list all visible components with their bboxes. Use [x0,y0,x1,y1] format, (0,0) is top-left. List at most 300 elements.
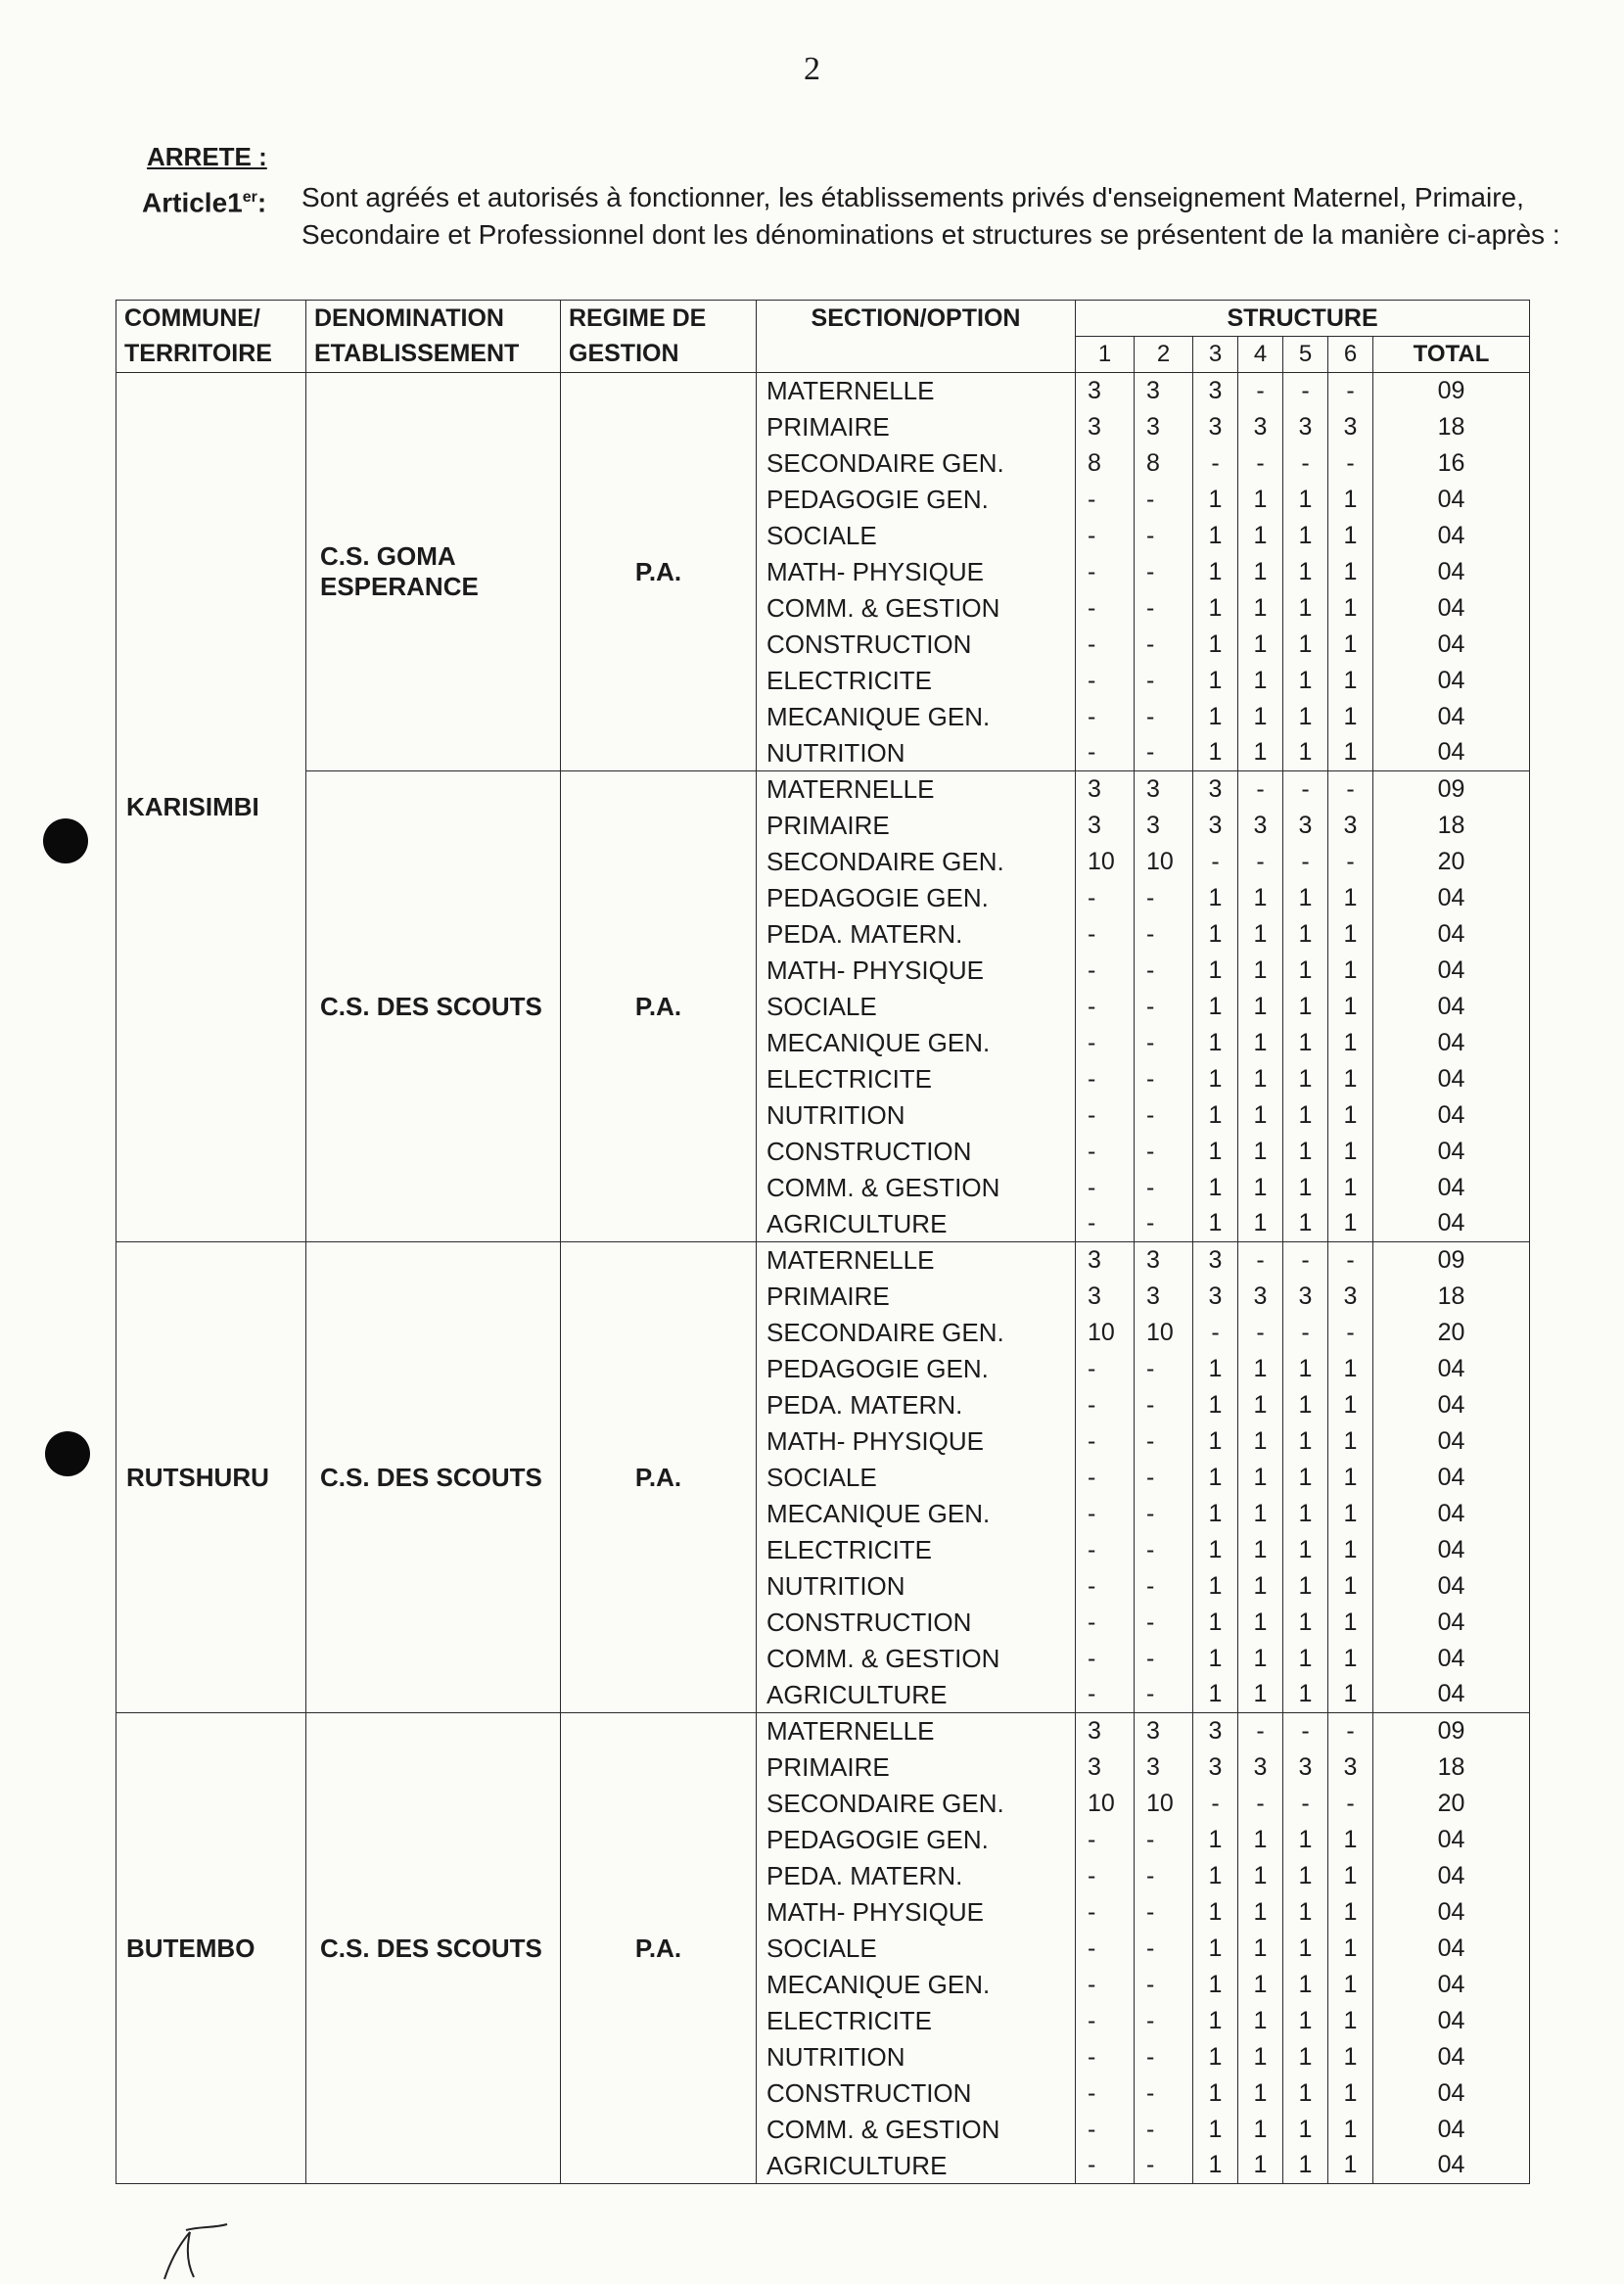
total-cell: 04 [1373,518,1530,554]
level-3-cell: 3 [1193,1749,1238,1786]
level-5-cell: - [1283,1242,1328,1279]
regime-cell: P.A. [561,1713,757,2184]
total-cell: 04 [1373,1170,1530,1206]
level-5-cell: 1 [1283,2039,1328,2075]
level-1-cell: - [1076,1351,1135,1387]
total-cell: 04 [1373,1605,1530,1641]
section-option-cell: MATH- PHYSIQUE [757,1894,1076,1931]
level-1-cell: - [1076,2075,1135,2112]
level-3-cell: 1 [1193,1206,1238,1242]
level-4-cell: - [1238,771,1283,808]
article-text: Sont agréés et autorisés à fonctionner, les établissements privés d'enseignement Maternel, Primaire, Secondaire et Professionnel dont les dénominations et structures se présentent de la manière ci-après : [302,182,1560,250]
section-option-cell: CONSTRUCTION [757,627,1076,663]
section-option-cell: MECANIQUE GEN. [757,1025,1076,1061]
section-option-cell: SOCIALE [757,518,1076,554]
section-option-cell: ELECTRICITE [757,1061,1076,1097]
header-section: SECTION/OPTION [757,301,1076,373]
total-cell: 04 [1373,880,1530,916]
total-cell: 04 [1373,953,1530,989]
total-cell: 18 [1373,1279,1530,1315]
level-6-cell: 1 [1328,1605,1373,1641]
level-1-cell: - [1076,482,1135,518]
level-3-cell: 1 [1193,2148,1238,2184]
level-2-cell: - [1135,880,1193,916]
level-2-cell: 3 [1135,409,1193,445]
level-1-cell: - [1076,1641,1135,1677]
level-5-cell: 3 [1283,409,1328,445]
level-4-cell: 1 [1238,953,1283,989]
level-6-cell: 1 [1328,1496,1373,1532]
total-cell: 04 [1373,2003,1530,2039]
level-2-cell: - [1135,1677,1193,1713]
level-6-cell: 1 [1328,590,1373,627]
level-2-cell: - [1135,1061,1193,1097]
level-4-cell: 1 [1238,2003,1283,2039]
level-6-cell: 3 [1328,1749,1373,1786]
total-cell: 18 [1373,808,1530,844]
level-3-cell: 1 [1193,482,1238,518]
level-1-cell: 10 [1076,1315,1135,1351]
section-option-cell: CONSTRUCTION [757,1605,1076,1641]
level-6-cell: 1 [1328,2112,1373,2148]
section-option-cell: MATERNELLE [757,771,1076,808]
level-2-cell: - [1135,1206,1193,1242]
level-1-cell: - [1076,1967,1135,2003]
level-4-cell: - [1238,844,1283,880]
level-1-cell: - [1076,735,1135,771]
level-1-cell: - [1076,880,1135,916]
level-2-cell: - [1135,699,1193,735]
level-2-cell: 10 [1135,1315,1193,1351]
level-5-cell: 1 [1283,1097,1328,1134]
level-3-cell: 1 [1193,1387,1238,1423]
level-1-cell: 3 [1076,1242,1135,1279]
section-option-cell: MATERNELLE [757,373,1076,409]
level-2-cell: - [1135,1460,1193,1496]
level-1-cell: 3 [1076,409,1135,445]
header-level-6: 6 [1328,337,1373,373]
level-5-cell: 1 [1283,699,1328,735]
level-1-cell: - [1076,1496,1135,1532]
level-3-cell: 1 [1193,1532,1238,1568]
section-option-cell: COMM. & GESTION [757,1170,1076,1206]
level-1-cell: - [1076,1134,1135,1170]
level-2-cell: - [1135,1170,1193,1206]
level-6-cell: 1 [1328,1351,1373,1387]
level-4-cell: 1 [1238,1351,1283,1387]
level-2-cell: - [1135,1967,1193,2003]
level-5-cell: 1 [1283,735,1328,771]
level-5-cell: 1 [1283,2003,1328,2039]
total-cell: 04 [1373,1967,1530,2003]
level-2-cell: - [1135,953,1193,989]
level-1-cell: - [1076,1170,1135,1206]
level-6-cell: - [1328,771,1373,808]
level-6-cell: 1 [1328,1460,1373,1496]
level-3-cell: 3 [1193,409,1238,445]
level-1-cell: - [1076,1423,1135,1460]
level-4-cell: 1 [1238,699,1283,735]
level-2-cell: - [1135,1423,1193,1460]
level-5-cell: 1 [1283,1460,1328,1496]
level-5-cell: 1 [1283,989,1328,1025]
level-4-cell: 1 [1238,663,1283,699]
section-option-cell: NUTRITION [757,1568,1076,1605]
level-3-cell: 1 [1193,554,1238,590]
level-1-cell: - [1076,989,1135,1025]
level-2-cell: - [1135,554,1193,590]
level-6-cell: 1 [1328,1423,1373,1460]
level-3-cell: 3 [1193,1242,1238,1279]
level-3-cell: 1 [1193,735,1238,771]
section-option-cell: CONSTRUCTION [757,1134,1076,1170]
signature-mark [157,2222,235,2283]
level-6-cell: - [1328,373,1373,409]
header-level-3: 3 [1193,337,1238,373]
section-option-cell: SOCIALE [757,1931,1076,1967]
level-2-cell: - [1135,1387,1193,1423]
level-4-cell: 1 [1238,1967,1283,2003]
level-4-cell: 1 [1238,1387,1283,1423]
header-level-4: 4 [1238,337,1283,373]
section-option-cell: MATERNELLE [757,1242,1076,1279]
level-3-cell: 1 [1193,953,1238,989]
section-option-cell: SECONDAIRE GEN. [757,844,1076,880]
table-row [116,1242,1530,1279]
level-1-cell: - [1076,554,1135,590]
section-option-cell: COMM. & GESTION [757,1641,1076,1677]
level-4-cell: 1 [1238,1460,1283,1496]
total-cell: 04 [1373,1097,1530,1134]
total-cell: 09 [1373,1713,1530,1749]
level-1-cell: - [1076,916,1135,953]
level-2-cell: - [1135,518,1193,554]
level-1-cell: - [1076,1206,1135,1242]
level-2-cell: - [1135,1894,1193,1931]
level-2-cell: 3 [1135,1749,1193,1786]
commune-cell: KARISIMBI [116,373,306,1242]
total-cell: 04 [1373,1677,1530,1713]
total-cell: 04 [1373,699,1530,735]
level-1-cell: 3 [1076,1713,1135,1749]
level-3-cell: 1 [1193,1061,1238,1097]
level-6-cell: 1 [1328,554,1373,590]
level-1-cell: 3 [1076,373,1135,409]
level-6-cell: 1 [1328,1097,1373,1134]
commune-cell: RUTSHURU [116,1242,306,1713]
level-3-cell: 3 [1193,771,1238,808]
level-4-cell: 1 [1238,2112,1283,2148]
total-cell: 20 [1373,844,1530,880]
level-1-cell: 3 [1076,808,1135,844]
level-5-cell: 1 [1283,1822,1328,1858]
level-6-cell: 3 [1328,808,1373,844]
section-option-cell: NUTRITION [757,2039,1076,2075]
header-commune: COMMUNE/ TERRITOIRE [116,301,306,373]
level-3-cell: 1 [1193,1496,1238,1532]
level-5-cell: - [1283,445,1328,482]
level-1-cell: - [1076,1460,1135,1496]
level-4-cell: 1 [1238,1858,1283,1894]
level-6-cell: - [1328,1786,1373,1822]
level-2-cell: 10 [1135,844,1193,880]
level-3-cell: 1 [1193,1460,1238,1496]
level-1-cell: 10 [1076,1786,1135,1822]
level-1-cell: - [1076,2112,1135,2148]
total-cell: 04 [1373,1387,1530,1423]
level-4-cell: 1 [1238,1097,1283,1134]
level-4-cell: 1 [1238,1532,1283,1568]
level-1-cell: 8 [1076,445,1135,482]
level-6-cell: 1 [1328,1822,1373,1858]
level-3-cell: 1 [1193,1605,1238,1641]
level-3-cell: 3 [1193,1713,1238,1749]
section-option-cell: SOCIALE [757,989,1076,1025]
level-3-cell: 1 [1193,1931,1238,1967]
section-option-cell: PRIMAIRE [757,1749,1076,1786]
level-2-cell: - [1135,627,1193,663]
level-4-cell: 1 [1238,1894,1283,1931]
level-4-cell: 1 [1238,1931,1283,1967]
level-4-cell: 1 [1238,518,1283,554]
header-level-2: 2 [1135,337,1193,373]
level-3-cell: 1 [1193,1025,1238,1061]
level-4-cell: 1 [1238,1170,1283,1206]
level-2-cell: - [1135,1605,1193,1641]
level-6-cell: 1 [1328,1170,1373,1206]
header-regime: REGIME DE GESTION [561,301,757,373]
level-4-cell: 1 [1238,554,1283,590]
level-3-cell: - [1193,1315,1238,1351]
level-2-cell: - [1135,735,1193,771]
section-option-cell: PEDAGOGIE GEN. [757,482,1076,518]
commune-cell: BUTEMBO [116,1713,306,2184]
level-2-cell: - [1135,590,1193,627]
level-1-cell: - [1076,2039,1135,2075]
level-2-cell: - [1135,1568,1193,1605]
level-2-cell: 3 [1135,1713,1193,1749]
level-5-cell: 1 [1283,1967,1328,2003]
level-6-cell: 1 [1328,2148,1373,2184]
level-4-cell: 1 [1238,482,1283,518]
level-3-cell: 1 [1193,1858,1238,1894]
total-cell: 04 [1373,627,1530,663]
level-1-cell: - [1076,1532,1135,1568]
level-5-cell: 1 [1283,518,1328,554]
section-option-cell: SECONDAIRE GEN. [757,445,1076,482]
table-body [116,373,1530,2184]
page-number: 2 [804,51,820,87]
total-cell: 04 [1373,1460,1530,1496]
level-2-cell: - [1135,1025,1193,1061]
level-4-cell: 1 [1238,2039,1283,2075]
level-5-cell: 1 [1283,554,1328,590]
level-4-cell: - [1238,1713,1283,1749]
denomination-cell: C.S. DES SCOUTS [306,771,561,1242]
level-4-cell: 1 [1238,735,1283,771]
level-4-cell: 3 [1238,808,1283,844]
section-option-cell: SECONDAIRE GEN. [757,1786,1076,1822]
total-cell: 04 [1373,1931,1530,1967]
level-5-cell: 1 [1283,1423,1328,1460]
level-3-cell: 1 [1193,518,1238,554]
level-1-cell: - [1076,1097,1135,1134]
level-5-cell: 1 [1283,1387,1328,1423]
article-label: Article1er: [142,187,267,218]
level-1-cell: - [1076,699,1135,735]
level-6-cell: 1 [1328,2039,1373,2075]
level-6-cell: 1 [1328,518,1373,554]
level-5-cell: 1 [1283,663,1328,699]
level-1-cell: - [1076,1931,1135,1967]
section-option-cell: PEDAGOGIE GEN. [757,1351,1076,1387]
level-3-cell: - [1193,844,1238,880]
level-6-cell: 1 [1328,989,1373,1025]
level-3-cell: 1 [1193,2003,1238,2039]
level-1-cell: - [1076,1605,1135,1641]
total-cell: 04 [1373,1894,1530,1931]
level-5-cell: - [1283,1315,1328,1351]
level-4-cell: 3 [1238,1749,1283,1786]
level-5-cell: 1 [1283,2112,1328,2148]
level-4-cell: 1 [1238,1206,1283,1242]
level-5-cell: 1 [1283,1641,1328,1677]
header-denomination: DENOMINATION ETABLISSEMENT [306,301,561,373]
total-cell: 04 [1373,1423,1530,1460]
total-cell: 04 [1373,1858,1530,1894]
section-option-cell: PRIMAIRE [757,409,1076,445]
denomination-cell: C.S. GOMA ESPERANCE [306,373,561,771]
level-4-cell: 1 [1238,1496,1283,1532]
level-3-cell: 1 [1193,916,1238,953]
section-option-cell: PEDAGOGIE GEN. [757,880,1076,916]
level-1-cell: - [1076,1061,1135,1097]
level-5-cell: 1 [1283,1532,1328,1568]
level-5-cell: 1 [1283,916,1328,953]
section-option-cell: MATERNELLE [757,1713,1076,1749]
level-6-cell: 1 [1328,1387,1373,1423]
level-1-cell: - [1076,953,1135,989]
level-4-cell: - [1238,1315,1283,1351]
section-option-cell: NUTRITION [757,1097,1076,1134]
level-5-cell: - [1283,1786,1328,1822]
total-cell: 04 [1373,554,1530,590]
total-cell: 04 [1373,2039,1530,2075]
level-3-cell: - [1193,1786,1238,1822]
section-option-cell: AGRICULTURE [757,1206,1076,1242]
level-1-cell: - [1076,1677,1135,1713]
level-4-cell: 1 [1238,1134,1283,1170]
level-6-cell: 1 [1328,1568,1373,1605]
level-5-cell: 3 [1283,808,1328,844]
section-option-cell: SECONDAIRE GEN. [757,1315,1076,1351]
total-cell: 16 [1373,445,1530,482]
section-option-cell: MATH- PHYSIQUE [757,554,1076,590]
level-5-cell: 1 [1283,1351,1328,1387]
level-4-cell: - [1238,1242,1283,1279]
level-2-cell: - [1135,916,1193,953]
header-level-1: 1 [1076,337,1135,373]
section-option-cell: PRIMAIRE [757,808,1076,844]
total-cell: 04 [1373,1568,1530,1605]
section-option-cell: MECANIQUE GEN. [757,1496,1076,1532]
table-row [116,1713,1530,1749]
level-3-cell: 1 [1193,989,1238,1025]
level-6-cell: 1 [1328,2003,1373,2039]
section-option-cell: AGRICULTURE [757,1677,1076,1713]
table-row [116,771,1530,808]
level-4-cell: 1 [1238,1568,1283,1605]
level-5-cell: 1 [1283,953,1328,989]
level-6-cell: 1 [1328,1677,1373,1713]
total-cell: 20 [1373,1786,1530,1822]
total-cell: 04 [1373,735,1530,771]
level-3-cell: - [1193,445,1238,482]
level-2-cell: - [1135,2003,1193,2039]
section-option-cell: PEDA. MATERN. [757,916,1076,953]
level-4-cell: - [1238,1786,1283,1822]
level-5-cell: - [1283,373,1328,409]
level-4-cell: 1 [1238,1423,1283,1460]
level-5-cell: 1 [1283,1134,1328,1170]
section-option-cell: MATH- PHYSIQUE [757,953,1076,989]
level-5-cell: 1 [1283,1206,1328,1242]
regime-cell: P.A. [561,1242,757,1713]
total-cell: 20 [1373,1315,1530,1351]
level-6-cell: 1 [1328,1206,1373,1242]
level-2-cell: 3 [1135,771,1193,808]
level-4-cell: - [1238,373,1283,409]
level-4-cell: 1 [1238,1822,1283,1858]
level-2-cell: 3 [1135,808,1193,844]
level-1-cell: 3 [1076,1279,1135,1315]
level-5-cell: 1 [1283,1061,1328,1097]
level-5-cell: 1 [1283,1025,1328,1061]
total-cell: 04 [1373,1641,1530,1677]
arrete-heading [147,142,267,172]
level-1-cell: - [1076,1387,1135,1423]
section-option-cell: CONSTRUCTION [757,2075,1076,2112]
section-option-cell: AGRICULTURE [757,2148,1076,2184]
level-6-cell: 1 [1328,2075,1373,2112]
section-option-cell: ELECTRICITE [757,1532,1076,1568]
level-6-cell: 1 [1328,482,1373,518]
level-6-cell: 1 [1328,1532,1373,1568]
level-5-cell: 1 [1283,482,1328,518]
level-4-cell: 1 [1238,590,1283,627]
level-6-cell: 1 [1328,916,1373,953]
level-6-cell: - [1328,1242,1373,1279]
level-1-cell: - [1076,1822,1135,1858]
total-cell: 04 [1373,1822,1530,1858]
level-5-cell: 1 [1283,1496,1328,1532]
level-4-cell: 1 [1238,2075,1283,2112]
punch-hole-mark [43,818,88,863]
level-6-cell: 3 [1328,1279,1373,1315]
level-6-cell: 1 [1328,880,1373,916]
level-6-cell: - [1328,1713,1373,1749]
level-2-cell: 3 [1135,1279,1193,1315]
level-2-cell: 10 [1135,1786,1193,1822]
total-cell: 04 [1373,1351,1530,1387]
total-cell: 04 [1373,1025,1530,1061]
level-2-cell: - [1135,482,1193,518]
regime-cell: P.A. [561,373,757,771]
level-2-cell: 3 [1135,1242,1193,1279]
level-4-cell: 1 [1238,880,1283,916]
level-6-cell: 1 [1328,1931,1373,1967]
level-5-cell: - [1283,771,1328,808]
